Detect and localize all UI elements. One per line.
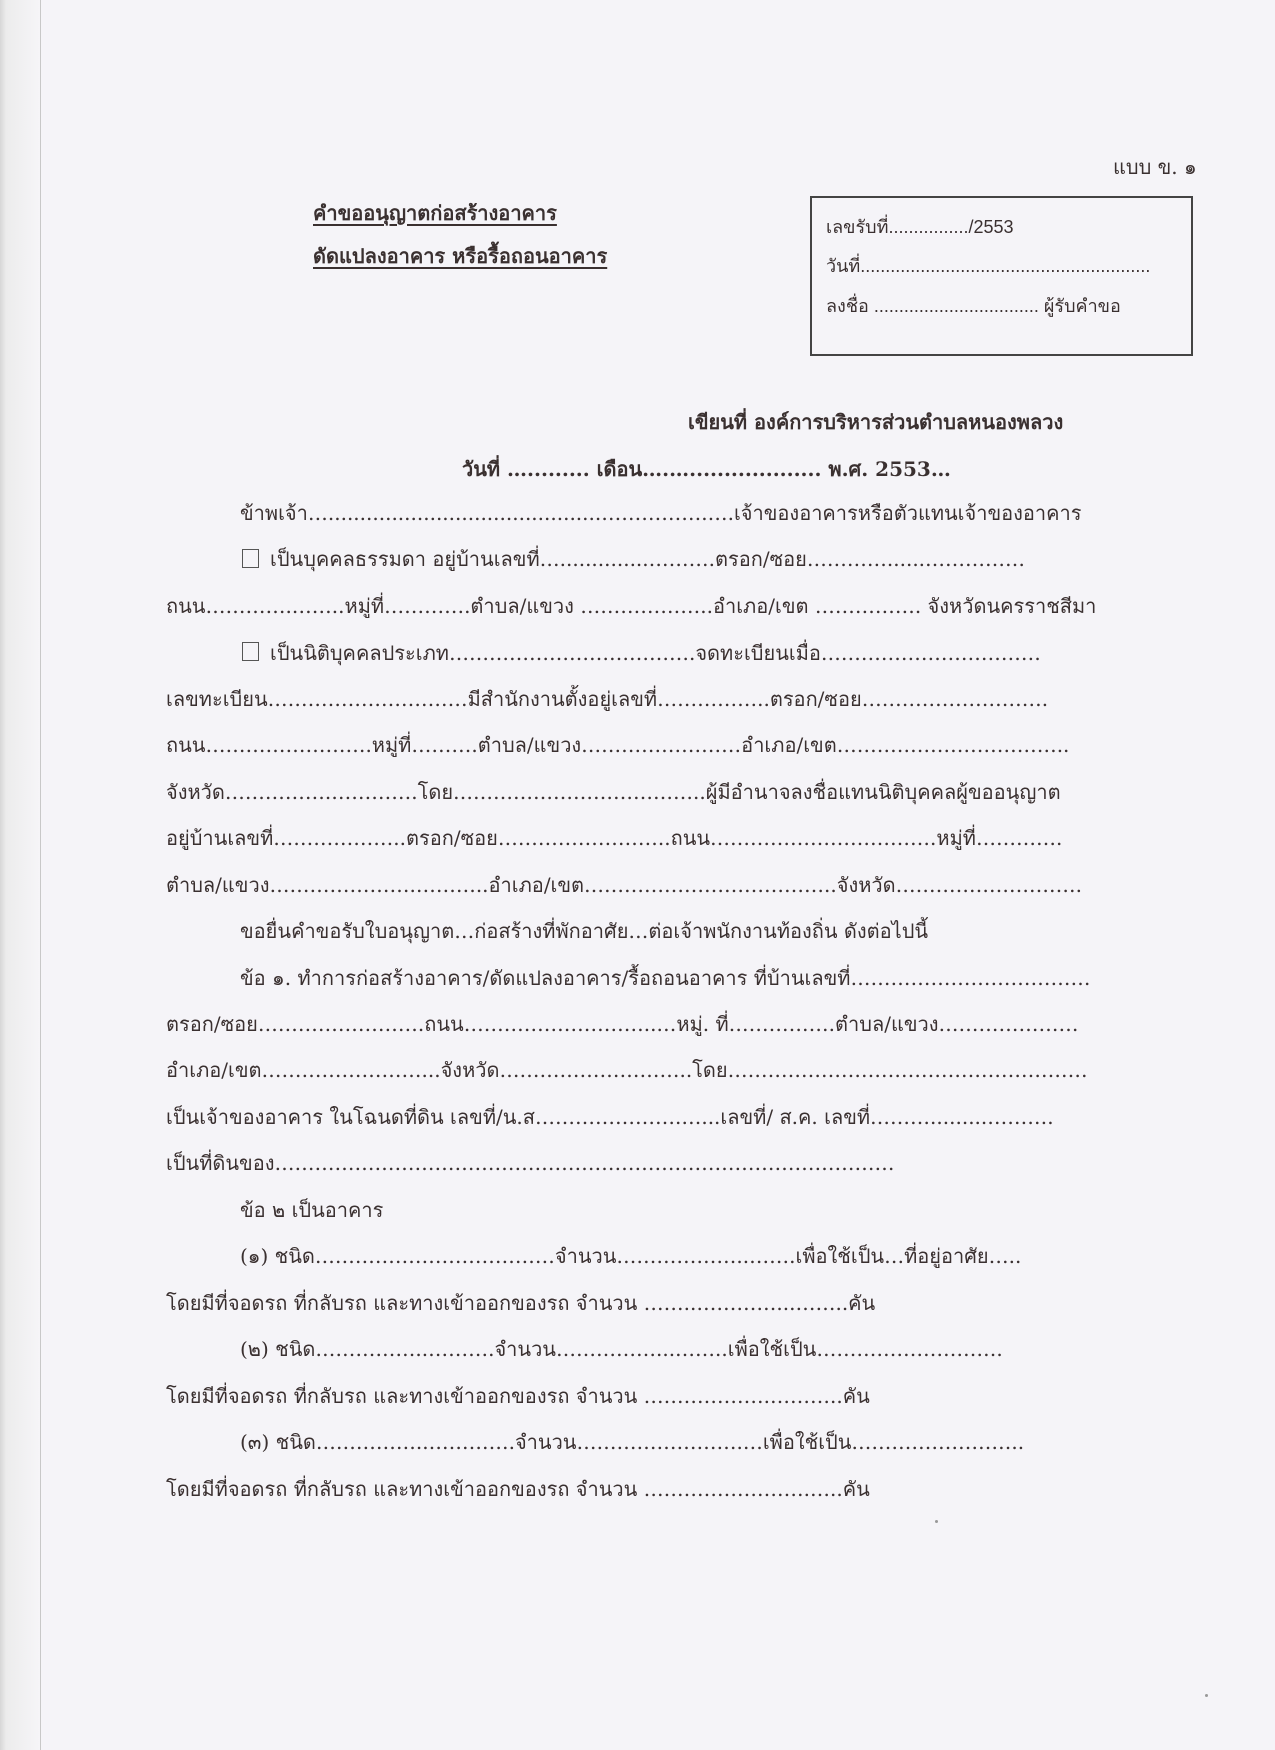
form-title-line1: คำขออนุญาตก่อสร้างอาคาร: [313, 201, 557, 225]
scan-speck: [1205, 1694, 1208, 1697]
clause-1-location-line[interactable]: ตรอก/ซอย…………………….ถนน………………………..…หมู่. ที่…………….ตำบล/แขวง…………………: [166, 1012, 1079, 1036]
registration-line[interactable]: เลขทะเบียน…………………………มีสำนักงานตั้งอยู่เลขที่……………..ตรอก/ซอย……………………….: [166, 687, 1049, 711]
authorized-location-line[interactable]: ตำบล/แขวง………………….………..อำเภอ/เขต………………………………..จังหวัด……………………….: [166, 873, 1083, 897]
juristic-person-checkbox[interactable]: [242, 642, 259, 661]
natural-person-address-line[interactable]: เป็นบุคคลธรรมดา อยู่บ้านเลขที่…..............……….ตรอก/ซอย…………......……………: [270, 547, 1026, 571]
building-3-line[interactable]: (๓) ชนิด……………..………….จำนวน…………………….…เพื่อใช้เป็น……………………..: [240, 1430, 1025, 1454]
request-statement[interactable]: ขอยื่นคำขอรับใบอนุญาต…ก่อสร้างที่พักอาศัย…ต่อเจ้าพนักงานท้องถิ่น ดังต่อไปนี้: [240, 919, 929, 943]
building-1-parking-line[interactable]: โดยมีที่จอดรถ ที่กลับรถ และทางเข้าออกของรถ จำนวน ……..…………...……..คัน: [166, 1291, 876, 1315]
receipt-date-field[interactable]: วันที่..........................................................: [826, 256, 1151, 276]
building-2-line[interactable]: (๒) ชนิด……………..……….จำนวน……………...……..เพื่อใช้เป็น……………………….: [240, 1337, 1003, 1361]
land-owner-line[interactable]: เป็นที่ดินของ…………………………………………………………………………………: [166, 1151, 895, 1175]
applicant-name-line[interactable]: ข้าพเจ้า…...........................................…………….….เจ้าของอาคารหรือตัวแทนเจ้าของอาคาร: [240, 501, 1082, 525]
natural-person-location-line[interactable]: ถนน………….……..หมู่ที่………….ตำบล/แขวง ………………..อำเภอ/เขต ……………. จังหวัดนครราชสีมา: [166, 594, 1097, 618]
natural-person-checkbox[interactable]: [242, 549, 259, 568]
form-title-line2: ดัดแปลงอาคาร หรือรื้อถอนอาคาร: [313, 244, 608, 268]
authorized-address-line[interactable]: อยู่บ้านเลขที่………………..ตรอก/ซอย……………………..ถนน…………………………….หมู่ที่………….: [166, 826, 1063, 850]
scan-speck: [935, 1520, 938, 1523]
building-3-parking-line[interactable]: โดยมีที่จอดรถ ที่กลับรถ และทางเข้าออกของรถ จำนวน …………………….…..คัน: [166, 1477, 870, 1501]
receipt-number-field[interactable]: เลขรับที่................/2553: [826, 217, 1014, 237]
juristic-person-type-line[interactable]: เป็นนิติบุคคลประเภท……………………………….จดทะเบียนเมื่อ……………………………: [270, 641, 1041, 665]
clause-2-heading: ข้อ ๒ เป็นอาคาร: [240, 1198, 384, 1222]
receiver-signature-field[interactable]: ลงชื่อ ................................. ผู้รับคำขอ: [826, 296, 1121, 316]
land-deed-line[interactable]: เป็นเจ้าของอาคาร ในโฉนดที่ดิน เลขที่/น.ส………………….…...เลขที่/ ส.ค. เลขที่……….........……….: [166, 1105, 1054, 1129]
clause-1-district-line[interactable]: อำเภอ/เขต……………………...จังหวัด………………………..โดย………………………………………………: [166, 1058, 1088, 1082]
date-line[interactable]: วันที่ …......... เดือน….…................... พ.ศ. 2553…: [462, 457, 951, 481]
clause-1-line[interactable]: ข้อ ๑. ทำการก่อสร้างอาคาร/ดัดแปลงอาคาร/รื้อถอนอาคาร ที่บ้านเลขที่………………………………: [240, 966, 1091, 990]
building-2-parking-line[interactable]: โดยมีที่จอดรถ ที่กลับรถ และทางเข้าออกของรถ จำนวน ……………….………..คัน: [166, 1384, 870, 1408]
authorized-person-line[interactable]: จังหวัด…………….………….โดย………………………………..ผู้มีอำนาจลงชื่อแทนนิติบุคคลผู้ขออนุญาต: [166, 780, 1061, 804]
scan-edge: [0, 0, 40, 1750]
receipt-box: [810, 196, 1193, 356]
form-code: แบบ ข. ๑: [1113, 155, 1197, 179]
office-location-line[interactable]: ถนน…………………….หมู่ที่……….ตำบล/แขวง……………………อำเภอ/เขต……………………………..: [166, 733, 1070, 757]
building-1-line[interactable]: (๑) ชนิด………………………………จำนวน………………..…….เพื่อใช้เป็น…ที่อยู่อาศัย…..: [240, 1244, 1022, 1268]
written-at: เขียนที่ องค์การบริหารส่วนตำบลหนองพลวง: [688, 410, 1064, 434]
